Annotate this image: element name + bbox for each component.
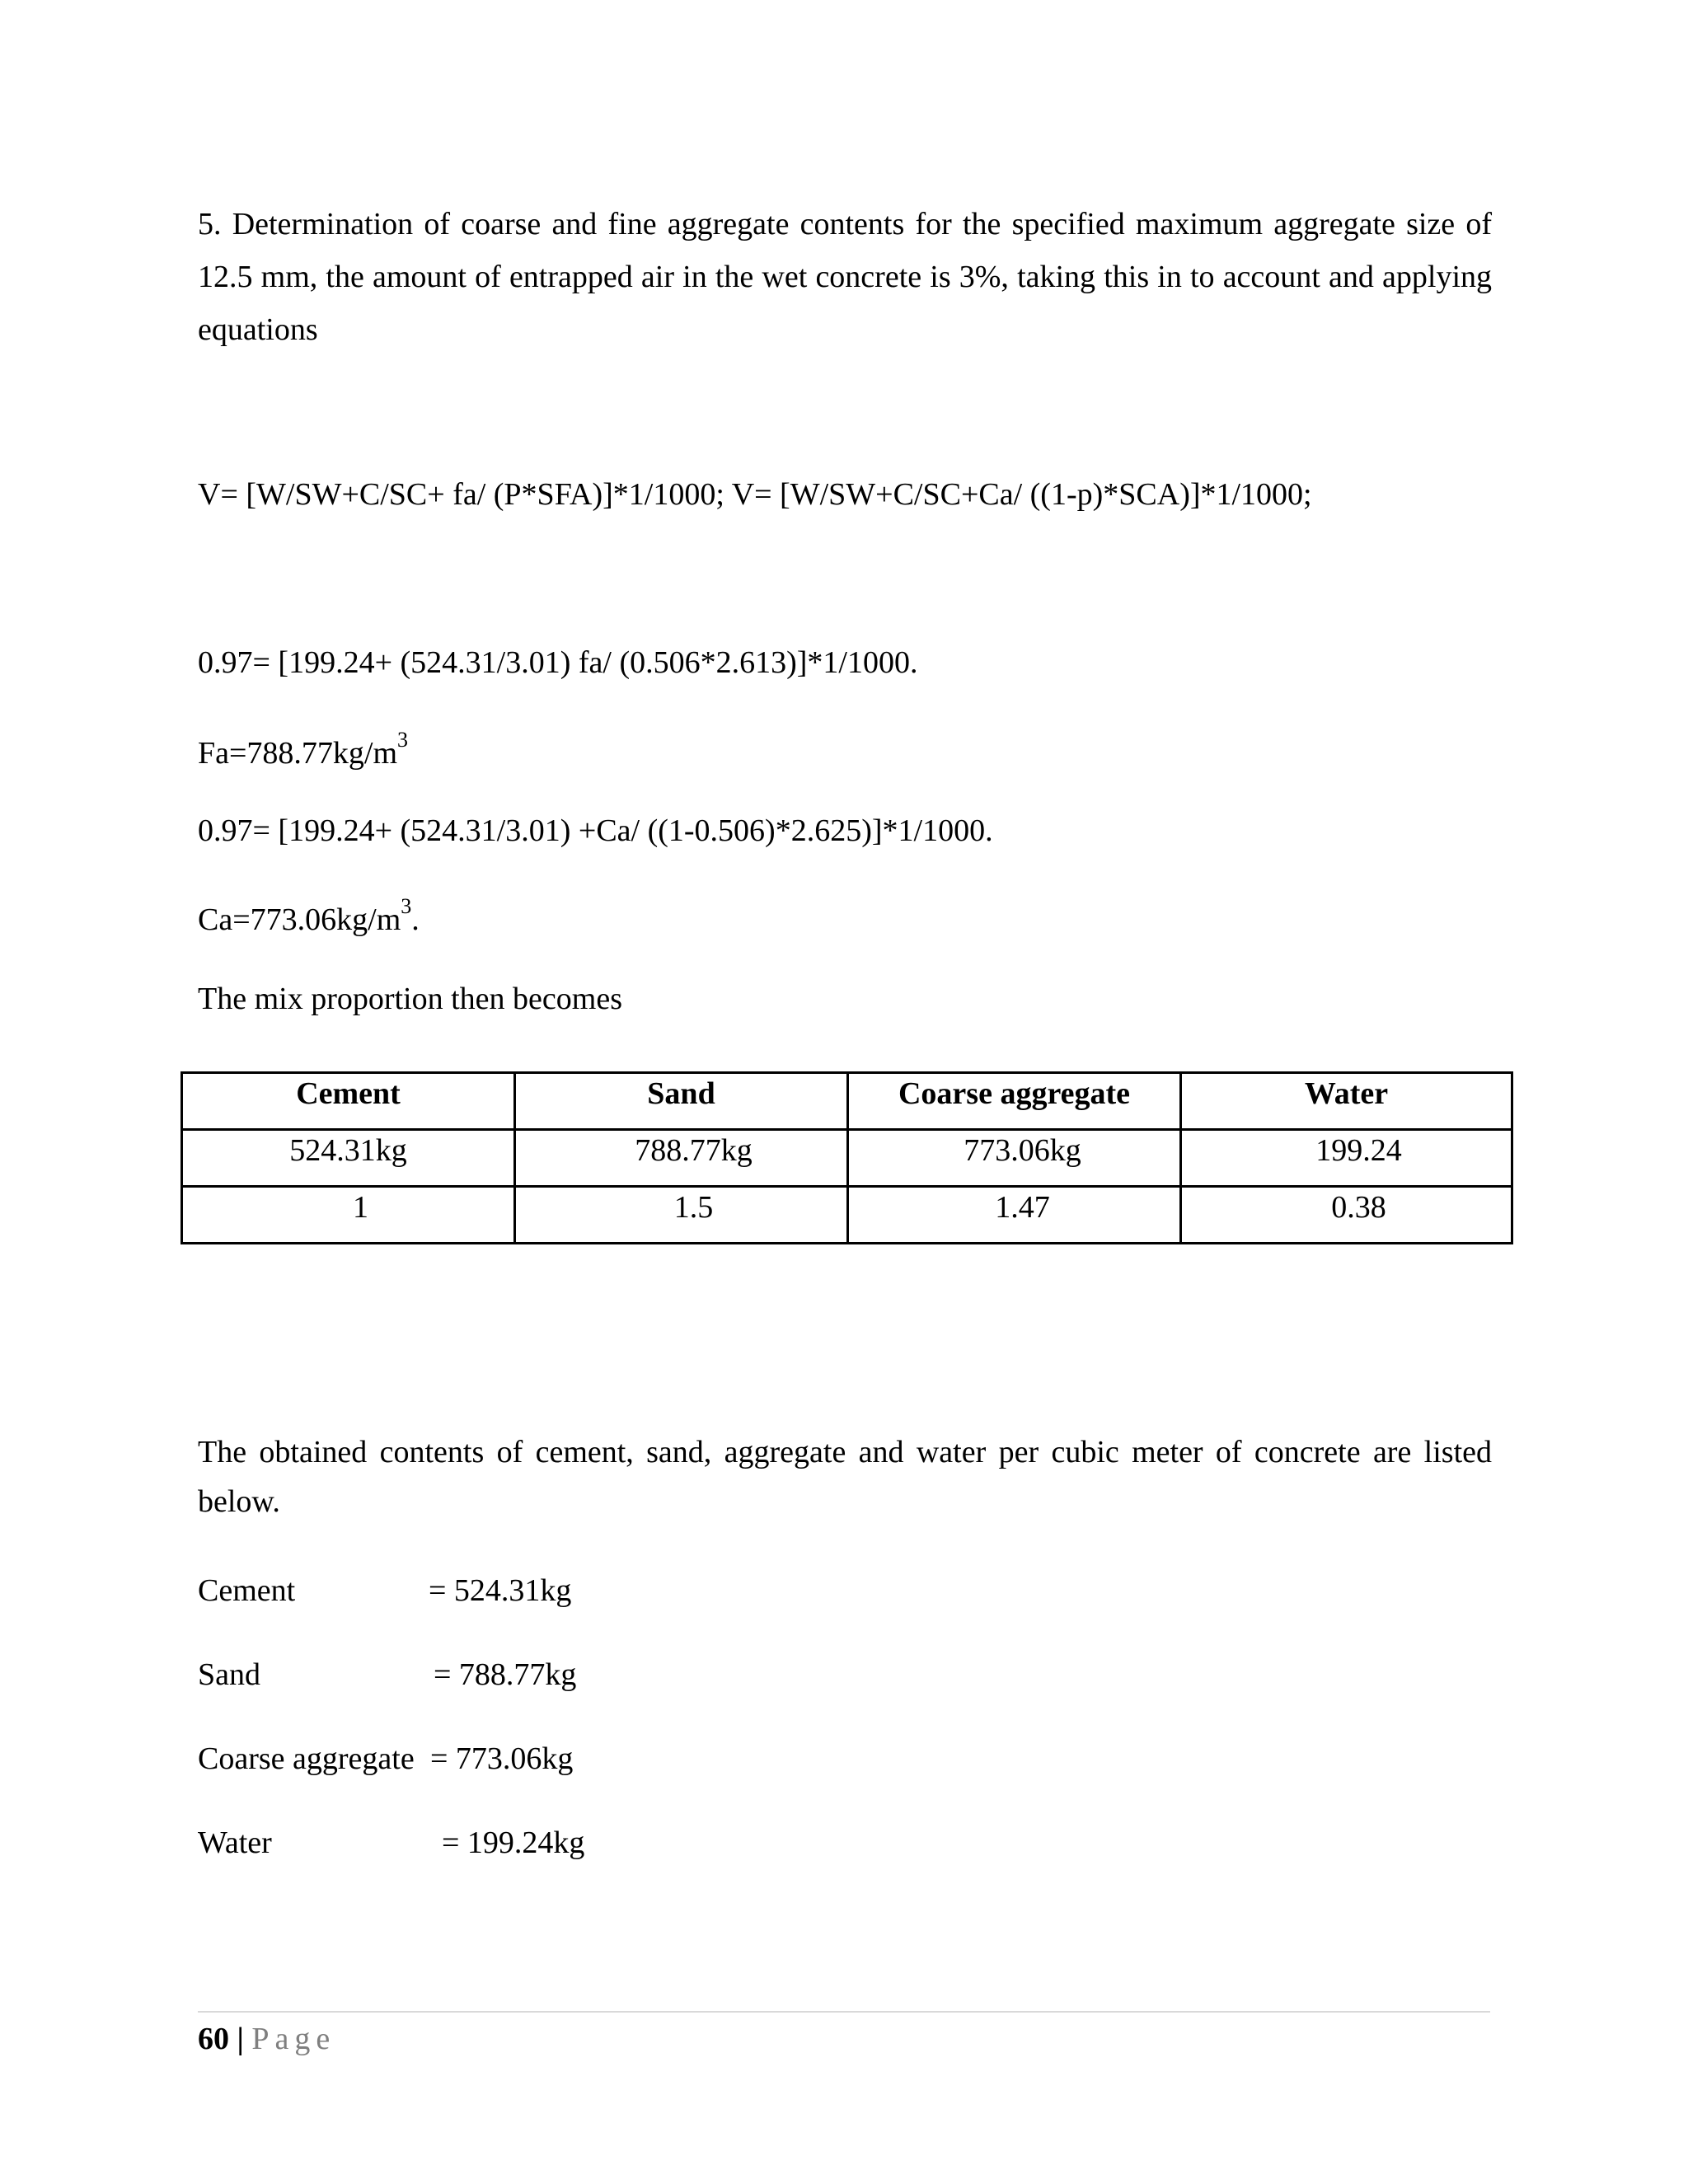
contents-paragraph: The obtained contents of cement, sand, aggregate and water per cubic meter of concrete are listed below.: [198, 1435, 1492, 1519]
footer-divider: [198, 2011, 1490, 2013]
table-header-row: [182, 1073, 1512, 1130]
contents-label-coarse-aggregate: Coarse aggregate: [198, 1741, 415, 1776]
coarse-aggregate-result-exponent: 3: [401, 894, 412, 919]
page-word: Page: [251, 2022, 336, 2056]
table-cell: 1.5: [515, 1187, 848, 1244]
footer-separator: |: [237, 2022, 244, 2056]
table-row: [182, 1187, 1512, 1244]
coarse-aggregate-result-text: Ca=773.06kg/m: [198, 902, 401, 937]
fine-aggregate-result-exponent: 3: [397, 728, 409, 752]
fine-aggregate-result: [198, 727, 408, 780]
contents-value-water: = 199.24kg: [442, 1825, 585, 1860]
coarse-aggregate-result-suffix: .: [411, 902, 420, 937]
fine-aggregate-result-text: Fa=788.77kg/m: [198, 736, 398, 771]
table-cell: 1.47: [848, 1187, 1181, 1244]
contents-value-coarse-aggregate: = 773.06kg: [430, 1741, 574, 1776]
contents-label-sand: Sand: [198, 1657, 260, 1692]
page-number: 60: [198, 2022, 229, 2056]
general-equation: V= [W/SW+C/SC+ fa/ (P*SFA)]*1/1000; V= [W/SW+C/SC+Ca/ ((1-p)*SCA)]*1/1000;: [198, 477, 1312, 512]
mix-proportion-table: [181, 1071, 1513, 1244]
table-cell: 199.24: [1181, 1130, 1512, 1187]
coarse-aggregate-equation: 0.97= [199.24+ (524.31/3.01) +Ca/ ((1-0.506)*2.625)]*1/1000.: [198, 813, 993, 848]
contents-value-cement: = 524.31kg: [429, 1573, 572, 1608]
coarse-aggregate-result: [198, 893, 420, 946]
table-row: [182, 1130, 1512, 1187]
table-header-cell: Coarse aggregate: [848, 1073, 1181, 1130]
contents-label-water: Water: [198, 1825, 272, 1860]
mix-intro: The mix proportion then becomes: [198, 982, 622, 1016]
table-cell: 788.77kg: [515, 1130, 848, 1187]
table-header-cell: Water: [1181, 1073, 1512, 1130]
page-footer: [198, 2013, 335, 2065]
fine-aggregate-equation: 0.97= [199.24+ (524.31/3.01) fa/ (0.506*2.613)]*1/1000.: [198, 645, 918, 680]
table-header-cell: Sand: [515, 1073, 848, 1130]
table-cell: 1: [182, 1187, 515, 1244]
intro-paragraph: 5. Determination of coarse and fine aggregate contents for the specified maximum aggregate size of 12.5 mm, the amount of entrapped air in the wet concrete is 3%, taking this in to account and applying equations: [198, 207, 1492, 347]
table-header-cell: Cement: [182, 1073, 515, 1130]
table-cell: 773.06kg: [848, 1130, 1181, 1187]
table-cell: 524.31kg: [182, 1130, 515, 1187]
table-cell: 0.38: [1181, 1187, 1512, 1244]
contents-label-cement: Cement: [198, 1573, 296, 1608]
contents-value-sand: = 788.77kg: [434, 1657, 577, 1692]
